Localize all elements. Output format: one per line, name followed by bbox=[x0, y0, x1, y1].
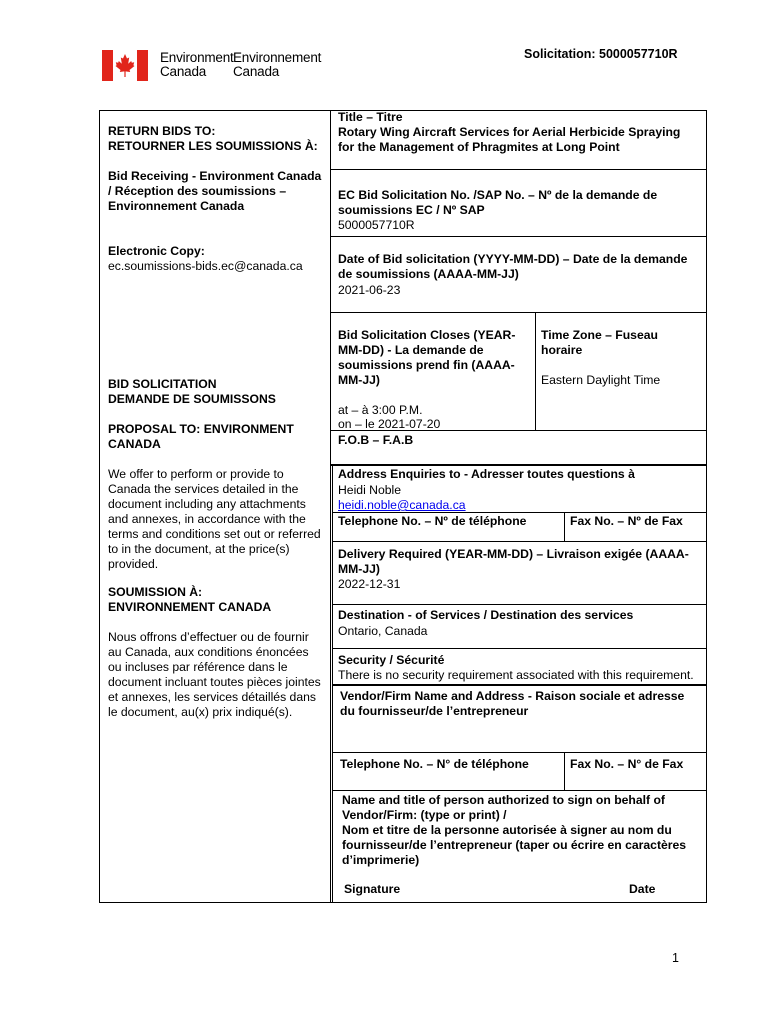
row-line bbox=[332, 902, 707, 903]
form-top-border-left bbox=[99, 110, 330, 111]
proposal-to-heading: PROPOSAL TO: ENVIRONMENT CANADA bbox=[108, 422, 294, 451]
column-divider bbox=[330, 110, 331, 903]
time-zone-label: Time Zone – Fuseau horaire bbox=[541, 328, 658, 357]
time-zone-value: Eastern Daylight Time bbox=[541, 373, 661, 387]
electronic-copy-email: ec.soumissions-bids.ec@canada.ca bbox=[108, 259, 303, 273]
telephone-label: Telephone No. – Nº de téléphone bbox=[338, 514, 527, 528]
signature-date-label: Date bbox=[629, 882, 656, 896]
dept-name-fr: Environnement Canada bbox=[233, 50, 322, 79]
enquiries-name: Heidi Noble bbox=[338, 483, 402, 497]
delivery-required-value: 2022-12-31 bbox=[338, 577, 401, 591]
cell-divider bbox=[564, 512, 565, 541]
enquiries-label: Address Enquiries to - Adresser toutes questions à bbox=[338, 467, 635, 481]
closing-date-label: Bid Solicitation Closes (YEAR- MM-DD) - La demande de soumissions prend fin (AAAA- MM-JJ) bbox=[338, 328, 516, 387]
closing-date: on – le 2021-07-20 bbox=[338, 417, 441, 431]
signature-label: Signature bbox=[344, 882, 401, 896]
vendor-fax-label: Fax No. – N° de Fax bbox=[570, 757, 684, 771]
fax-label: Fax No. – Nº de Fax bbox=[570, 514, 683, 528]
row-line-double bbox=[332, 684, 707, 686]
fob-label: F.O.B – F.A.B bbox=[338, 433, 414, 447]
delivery-required-label: Delivery Required (YEAR-MM-DD) – Livraison exigée (AAAA- MM-JJ) bbox=[338, 547, 689, 576]
title-value: Rotary Wing Aircraft Services for Aerial Herbicide Spraying for the Management of Phragmites at Long Point bbox=[338, 125, 681, 154]
return-bids-label: RETURN BIDS TO: RETOURNER LES SOUMISSIONS À: bbox=[108, 124, 318, 153]
destination-label: Destination - of Services / Destination des services bbox=[338, 608, 634, 622]
row-line bbox=[332, 752, 707, 753]
form-bottom-border-left bbox=[99, 902, 332, 903]
row-line bbox=[332, 541, 707, 542]
security-value: There is no security requirement associated with this requirement. bbox=[338, 668, 694, 682]
form-left-border bbox=[99, 110, 100, 903]
row-line bbox=[332, 790, 707, 791]
bid-receiving-address: Bid Receiving - Environment Canada / Réception des soumissions – Environnement Canada bbox=[108, 169, 322, 213]
vendor-telephone-label: Telephone No. – N° de téléphone bbox=[340, 757, 529, 771]
row-line bbox=[330, 169, 707, 170]
offer-text-en: We offer to perform or provide to Canada the services detailed in the document including any attachments and annexes, in accordance with the terms and conditions set out or referred to in the document, at the price(s) provided. bbox=[108, 467, 321, 571]
enquiries-email-link[interactable]: heidi.noble@canada.ca bbox=[338, 498, 466, 512]
solicitation-number-header: Solicitation: 5000057710R bbox=[524, 47, 678, 61]
security-label: Security / Sécurité bbox=[338, 653, 445, 667]
cell-divider bbox=[564, 752, 565, 790]
offer-text-fr: Nous offrons d’effectuer ou de fournir au Canada, aux conditions énoncées ou incluses par référence dans le document incluant toutes pièces jointes et annexes, les services détaillés dans le document, au(x) prix indiqué(s). bbox=[108, 630, 321, 719]
bid-solicitation-heading: BID SOLICITATION DEMANDE DE SOUMISSONS bbox=[108, 377, 276, 406]
row-line bbox=[330, 236, 707, 237]
cell-divider bbox=[535, 312, 536, 430]
destination-value: Ontario, Canada bbox=[338, 624, 428, 638]
electronic-copy-label: Electronic Copy: bbox=[108, 244, 205, 258]
vendor-name-label: Vendor/Firm Name and Address - Raison sociale et adresse du fournisseur/de l’entrepreneur bbox=[340, 689, 685, 718]
solicitation-date-value: 2021-06-23 bbox=[338, 283, 401, 297]
dept-name-en: Environment Canada bbox=[160, 50, 234, 79]
authorized-person-label: Name and title of person authorized to sign on behalf of Vendor/Firm: (type or print) / Nom et titre de la personne autorisée à signer au nom du fournisseur/de l’entrepreneur (taper ou écrire en caractères d’imprimerie) bbox=[342, 793, 687, 867]
closing-time: at – à 3:00 P.M. bbox=[338, 403, 423, 417]
solicitation-date-label: Date of Bid solicitation (YYYY-MM-DD) – Date de la demande de soumissions (AAAA-MM-JJ) bbox=[338, 252, 688, 281]
row-line bbox=[332, 604, 707, 605]
solicitation-number-value: 5000057710R bbox=[338, 218, 415, 232]
form-right-border bbox=[706, 110, 707, 903]
page-number: 1 bbox=[672, 951, 679, 965]
row-line bbox=[330, 312, 707, 313]
title-label: Title – Titre bbox=[338, 110, 403, 124]
row-line bbox=[332, 648, 707, 649]
canada-flag-logo bbox=[102, 50, 148, 81]
solicitation-number-label: EC Bid Solicitation No. /SAP No. – Nº de la demande de soumissions EC / Nº SAP bbox=[338, 188, 658, 217]
soumission-heading: SOUMISSION À: ENVIRONNEMENT CANADA bbox=[108, 585, 272, 614]
row-line-double bbox=[330, 464, 707, 466]
